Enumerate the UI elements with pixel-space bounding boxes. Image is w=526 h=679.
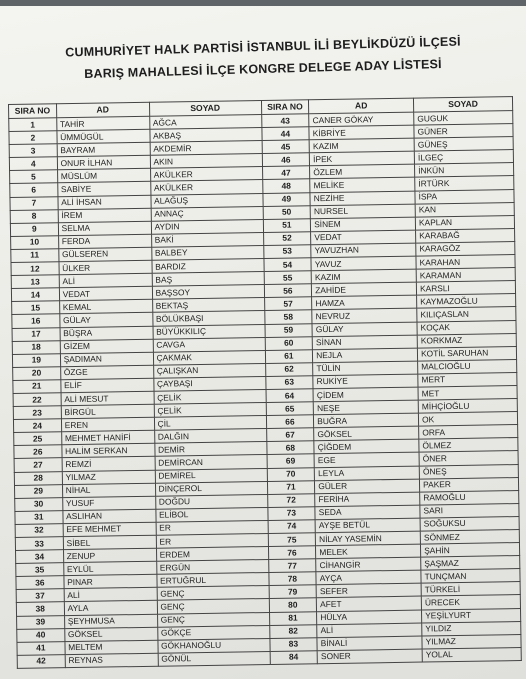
cell-l-soyad: AKIN <box>150 154 262 169</box>
cell-r-ad: SONER <box>317 649 422 664</box>
cell-l-soyad: DEMİREL <box>155 468 267 483</box>
cell-r-no: 58 <box>264 310 312 324</box>
cell-l-soyad: AKÜLKER <box>150 167 262 182</box>
cell-r-ad: AYŞE BETÜL <box>315 518 420 533</box>
cell-l-soyad: GÖKHANOĞLU <box>158 638 270 653</box>
cell-l-ad: MEHMET HANİFİ <box>61 430 154 445</box>
cell-l-no: 11 <box>11 249 59 263</box>
cell-r-no: 73 <box>267 507 315 521</box>
cell-r-no: 50 <box>263 205 311 219</box>
cell-r-ad: ZAHİDE <box>312 282 417 297</box>
cell-r-ad: ÖZLEM <box>310 164 415 179</box>
cell-l-no: 10 <box>11 236 59 250</box>
cell-r-soyad: İLGEÇ <box>414 150 513 165</box>
cell-l-ad: KEMAL <box>59 300 152 315</box>
cell-r-no: 51 <box>263 219 311 233</box>
cell-r-ad: RUKİYE <box>313 374 418 389</box>
cell-r-no: 60 <box>265 336 313 350</box>
cell-r-soyad: SARI <box>420 503 519 518</box>
cell-l-soyad: BAŞSOY <box>152 285 264 300</box>
cell-l-soyad: ÇELİK <box>154 389 266 404</box>
cell-l-ad: ASLIHAN <box>63 509 156 524</box>
candidate-table <box>8 96 522 669</box>
cell-l-soyad: ÇALIŞKAN <box>153 363 265 378</box>
cell-r-no: 81 <box>269 611 317 625</box>
cell-l-no: 21 <box>13 380 61 394</box>
cell-r-no: 61 <box>265 349 313 363</box>
cell-l-no: 8 <box>10 209 58 223</box>
cell-r-soyad: ÖNER <box>419 451 518 466</box>
cell-l-ad: EYLÜL <box>63 561 156 576</box>
cell-r-no: 64 <box>266 389 314 403</box>
document-title: CUMHURİYET HALK PARTİSİ İSTANBUL İLİ BEYLİKDÜZÜ İLÇESİ <box>65 34 461 60</box>
document-subtitle: BARIŞ MAHALLESİ İLÇE KONGRE DELEGE ADAY LİSTESİ <box>84 57 442 81</box>
cell-r-no: 47 <box>262 166 310 180</box>
cell-r-soyad: SÖNMEZ <box>420 530 519 545</box>
cell-l-no: 34 <box>16 550 64 564</box>
cell-r-ad: CANER GÖKAY <box>309 112 414 127</box>
cell-l-soyad: ELİBOL <box>155 507 267 522</box>
cell-r-soyad: GÜNEŞ <box>414 137 513 152</box>
cell-r-ad: İPEK <box>310 151 415 166</box>
cell-l-no: 1 <box>9 118 57 132</box>
header-sira-no-left: SIRA NO <box>9 104 57 119</box>
cell-r-ad: FERİHA <box>315 492 420 507</box>
cell-l-soyad: ÇİL <box>154 416 266 431</box>
cell-r-soyad: ORFA <box>419 425 518 440</box>
cell-r-ad: LEYLA <box>314 466 419 481</box>
cell-l-ad: REMZİ <box>62 457 155 472</box>
cell-l-soyad: BARDIZ <box>152 259 264 274</box>
cell-r-soyad: KARSLI <box>416 281 515 296</box>
cell-l-ad: ELİF <box>60 378 153 393</box>
cell-l-no: 25 <box>14 432 62 446</box>
cell-l-ad: ÖZGE <box>60 365 153 380</box>
cell-l-no: 27 <box>14 458 62 472</box>
cell-l-ad: AYLA <box>64 601 157 616</box>
paper-sheet <box>0 6 526 679</box>
cell-r-no: 45 <box>262 140 310 154</box>
cell-r-ad: TÜLİN <box>313 361 418 376</box>
cell-l-soyad: BALBEY <box>151 245 263 260</box>
cell-l-no: 30 <box>15 497 63 511</box>
cell-r-ad: CİHANGİR <box>316 557 421 572</box>
cell-l-soyad: GENÇ <box>157 599 269 614</box>
cell-l-soyad: GÖKÇE <box>157 625 269 640</box>
cell-r-ad: GÜLER <box>315 479 420 494</box>
cell-r-ad: NURSEL <box>310 204 415 219</box>
cell-l-soyad: BAŞ <box>152 272 264 287</box>
cell-l-soyad: BÜYÜKKILIÇ <box>153 324 265 339</box>
cell-l-no: 36 <box>16 576 64 590</box>
cell-l-ad: GİZEM <box>60 339 153 354</box>
cell-l-soyad: ERTUĞRUL <box>156 573 268 588</box>
cell-l-ad: REYNAS <box>65 653 158 668</box>
cell-r-soyad: TUNÇMAN <box>421 569 520 584</box>
cell-r-ad: KAZIM <box>309 138 414 153</box>
cell-l-no: 29 <box>14 484 62 498</box>
cell-r-no: 55 <box>264 271 312 285</box>
cell-r-soyad: YILMAZ <box>422 634 521 649</box>
cell-r-no: 80 <box>269 598 317 612</box>
cell-l-no: 7 <box>10 196 58 210</box>
cell-l-no: 32 <box>15 524 63 538</box>
cell-l-no: 39 <box>17 615 65 629</box>
cell-l-no: 26 <box>14 445 62 459</box>
cell-r-soyad: MET <box>418 386 517 401</box>
cell-r-soyad: YOLAL <box>422 647 521 662</box>
cell-r-ad: VEDAT <box>311 230 416 245</box>
cell-l-no: 12 <box>11 262 59 276</box>
cell-l-soyad: DİNÇEROL <box>155 481 267 496</box>
cell-l-ad: İREM <box>58 208 151 223</box>
cell-r-soyad: KOÇAK <box>417 320 516 335</box>
cell-r-soyad: ÜRECEK <box>421 595 520 610</box>
cell-r-ad: MELİKE <box>310 178 415 193</box>
cell-l-ad: SELMA <box>58 221 151 236</box>
cell-l-ad: MELTEM <box>65 640 158 655</box>
cell-l-soyad: DALĞIN <box>154 429 266 444</box>
cell-r-no: 48 <box>262 179 310 193</box>
cell-r-no: 63 <box>265 376 313 390</box>
cell-r-no: 72 <box>267 493 315 507</box>
cell-l-soyad: ALAĞUŞ <box>151 193 263 208</box>
cell-r-ad: AYÇA <box>316 570 421 585</box>
cell-r-soyad: GUGUK <box>414 111 513 126</box>
cell-r-soyad: MİHÇİOĞLU <box>418 399 517 414</box>
cell-r-no: 53 <box>263 245 311 259</box>
cell-r-soyad: ŞAHİN <box>421 543 520 558</box>
cell-r-ad: NİLAY YASEMİN <box>316 531 421 546</box>
cell-r-ad: HÜLYA <box>317 610 422 625</box>
cell-l-no: 33 <box>15 537 63 551</box>
cell-l-soyad: ÇAYBAŞI <box>153 376 265 391</box>
cell-r-no: 74 <box>268 520 316 534</box>
cell-l-soyad: BÖLÜKBAŞI <box>152 311 264 326</box>
cell-l-no: 3 <box>9 144 57 158</box>
cell-l-ad: VEDAT <box>59 286 152 301</box>
cell-l-soyad: GÖNÜL <box>158 651 270 666</box>
cell-l-ad: ZENUP <box>63 548 156 563</box>
cell-l-no: 14 <box>11 288 59 302</box>
cell-r-soyad: KARAGÖZ <box>416 241 515 256</box>
cell-r-no: 59 <box>265 323 313 337</box>
cell-r-ad: EGE <box>314 453 419 468</box>
cell-r-soyad: PAKER <box>420 477 519 492</box>
cell-r-no: 46 <box>262 153 310 167</box>
cell-r-no: 62 <box>265 363 313 377</box>
cell-l-no: 19 <box>12 353 60 367</box>
cell-r-no: 83 <box>270 637 318 651</box>
cell-r-soyad: İSPA <box>415 189 514 204</box>
cell-r-no: 77 <box>268 559 316 573</box>
cell-l-ad: ALİ <box>59 273 152 288</box>
cell-r-ad: NEVRUZ <box>312 309 417 324</box>
cell-r-ad: KAZIM <box>311 269 416 284</box>
cell-l-soyad: GENÇ <box>157 612 269 627</box>
cell-l-soyad: AKBAŞ <box>149 128 261 143</box>
cell-r-no: 44 <box>261 127 309 141</box>
header-soyad-left: SOYAD <box>149 101 261 117</box>
cell-r-no: 57 <box>264 297 312 311</box>
cell-r-no: 76 <box>268 546 316 560</box>
cell-l-no: 6 <box>10 183 58 197</box>
cell-r-no: 67 <box>266 428 314 442</box>
cell-l-ad: NİHAL <box>62 483 155 498</box>
cell-l-ad: ONUR İLHAN <box>57 156 150 171</box>
cell-r-ad: SEFER <box>316 583 421 598</box>
cell-l-no: 20 <box>13 366 61 380</box>
cell-l-ad: YUSUF <box>62 496 155 511</box>
cell-r-soyad: KAN <box>415 202 514 217</box>
cell-r-ad: GÖKSEL <box>314 426 419 441</box>
cell-l-soyad: ÇAKMAK <box>153 350 265 365</box>
cell-l-ad: PINAR <box>64 575 157 590</box>
cell-l-ad: ÜLKER <box>59 260 152 275</box>
cell-r-ad: NEŞE <box>313 400 418 415</box>
cell-l-no: 35 <box>16 563 64 577</box>
candidate-table-wrapper <box>8 96 522 679</box>
cell-l-ad: ALİ <box>64 588 157 603</box>
cell-l-ad: SİBEL <box>63 535 156 550</box>
cell-r-ad: SİNAN <box>312 335 417 350</box>
cell-r-ad: NEJLA <box>313 348 418 363</box>
cell-r-ad: GÜLAY <box>312 322 417 337</box>
cell-l-soyad: ERDEM <box>156 547 268 562</box>
cell-r-soyad: ÖLMEZ <box>419 438 518 453</box>
header-ad-left: AD <box>56 102 149 117</box>
cell-l-ad: ŞADIMAN <box>60 352 153 367</box>
cell-r-ad: YAVUZHAN <box>311 243 416 258</box>
cell-l-ad: SABİYE <box>57 182 150 197</box>
cell-l-soyad: ER <box>156 520 268 535</box>
cell-r-soyad: İRTÜRK <box>415 176 514 191</box>
cell-r-soyad: KAPLAN <box>415 215 514 230</box>
cell-r-soyad: MALCIOĞLU <box>418 359 517 374</box>
cell-l-ad: EFE MEHMET <box>63 522 156 537</box>
cell-l-ad: BAYRAM <box>57 142 150 157</box>
cell-l-soyad: AKÜLKER <box>150 180 262 195</box>
cell-r-soyad: YEŞİLYURT <box>422 608 521 623</box>
cell-l-no: 41 <box>17 641 65 655</box>
cell-l-ad: GÜLAY <box>59 313 152 328</box>
cell-r-no: 52 <box>263 232 311 246</box>
cell-l-no: 40 <box>17 628 65 642</box>
header-soyad-right: SOYAD <box>414 97 513 113</box>
cell-r-ad: SEDA <box>315 505 420 520</box>
cell-l-ad: HALİM SERKAN <box>62 444 155 459</box>
cell-l-ad: ŞEYHMUSA <box>64 614 157 629</box>
cell-r-no: 43 <box>261 114 309 128</box>
cell-r-soyad: OK <box>418 412 517 427</box>
cell-l-soyad: AYDIN <box>151 219 263 234</box>
cell-l-soyad: DOĞDU <box>155 494 267 509</box>
cell-r-no: 71 <box>267 480 315 494</box>
cell-l-ad: EREN <box>61 417 154 432</box>
cell-l-no: 18 <box>12 340 60 354</box>
cell-r-no: 49 <box>263 192 311 206</box>
cell-l-no: 9 <box>10 222 58 236</box>
cell-r-no: 75 <box>268 533 316 547</box>
cell-l-no: 23 <box>13 406 61 420</box>
cell-l-no: 22 <box>13 393 61 407</box>
cell-l-no: 5 <box>10 170 58 184</box>
cell-l-ad: ÜMMÜGÜL <box>57 129 150 144</box>
cell-l-no: 16 <box>12 314 60 328</box>
cell-r-soyad: KAYMAZOĞLU <box>417 294 516 309</box>
cell-r-ad: ALİ <box>317 623 422 638</box>
cell-l-soyad: DEMİR <box>154 442 266 457</box>
cell-l-soyad: ERGÜN <box>156 560 268 575</box>
cell-l-no: 31 <box>15 511 63 525</box>
cell-r-ad: KİBRİYE <box>309 125 414 140</box>
cell-r-soyad: MERT <box>418 372 517 387</box>
cell-r-ad: HAMZA <box>312 295 417 310</box>
cell-l-ad: GÜLSEREN <box>58 247 151 262</box>
cell-r-soyad: KOTİL SARUHAN <box>417 346 516 361</box>
cell-r-soyad: ÖNEŞ <box>419 464 518 479</box>
cell-l-ad: BÜŞRA <box>60 326 153 341</box>
cell-l-soyad: CAVGA <box>153 337 265 352</box>
cell-l-ad: FERDA <box>58 234 151 249</box>
cell-r-no: 69 <box>267 454 315 468</box>
cell-r-ad: SİNEM <box>311 217 416 232</box>
cell-r-ad: ÇİDEM <box>313 387 418 402</box>
cell-r-soyad: KARABAĞ <box>416 228 515 243</box>
cell-l-no: 13 <box>11 275 59 289</box>
cell-l-ad: YILMAZ <box>62 470 155 485</box>
cell-l-ad: TAHİR <box>56 116 149 131</box>
cell-r-no: 65 <box>266 402 314 416</box>
cell-l-no: 28 <box>14 471 62 485</box>
cell-r-soyad: RAMOĞLU <box>420 490 519 505</box>
cell-r-no: 56 <box>264 284 312 298</box>
cell-l-no: 4 <box>9 157 57 171</box>
cell-r-ad: BİNALİ <box>317 636 422 651</box>
cell-r-no: 82 <box>269 624 317 638</box>
cell-r-ad: NEZİHE <box>310 191 415 206</box>
cell-l-soyad: ANNAÇ <box>151 206 263 221</box>
cell-r-no: 68 <box>266 441 314 455</box>
cell-r-no: 84 <box>270 651 318 665</box>
cell-l-soyad: AKDEMİR <box>150 141 262 156</box>
cell-r-soyad: SOĞUKSU <box>420 516 519 531</box>
cell-r-soyad: TÜRKELİ <box>421 582 520 597</box>
cell-r-no: 78 <box>268 572 316 586</box>
cell-l-soyad: ER <box>156 533 268 548</box>
cell-r-soyad: KILIÇASLAN <box>417 307 516 322</box>
cell-l-soyad: AĞCA <box>149 115 261 130</box>
cell-l-ad: GÖKSEL <box>64 627 157 642</box>
cell-r-ad: BUĞRA <box>314 413 419 428</box>
cell-l-no: 37 <box>16 589 64 603</box>
cell-r-ad: ÇİĞDEM <box>314 439 419 454</box>
cell-l-soyad: ÇELİK <box>154 403 266 418</box>
cell-r-no: 54 <box>264 258 312 272</box>
cell-l-soyad: GENÇ <box>157 586 269 601</box>
cell-l-soyad: BAKİ <box>151 232 263 247</box>
header-sira-no-right: SIRA NO <box>261 100 309 115</box>
cell-l-no: 38 <box>16 602 64 616</box>
cell-l-ad: ALİ İHSAN <box>58 195 151 210</box>
cell-l-no: 24 <box>13 419 61 433</box>
header-ad-right: AD <box>309 98 414 114</box>
cell-r-no: 66 <box>266 415 314 429</box>
cell-r-soyad: KARAMAN <box>416 268 515 283</box>
cell-r-soyad: KARAHAN <box>416 255 515 270</box>
cell-l-no: 17 <box>12 327 60 341</box>
cell-r-ad: MELEK <box>316 544 421 559</box>
cell-r-soyad: KORKMAZ <box>417 333 516 348</box>
cell-l-soyad: DEMİRCAN <box>155 455 267 470</box>
cell-r-ad: AFET <box>317 597 422 612</box>
cell-r-no: 79 <box>269 585 317 599</box>
cell-r-soyad: İNKÜN <box>415 163 514 178</box>
cell-r-ad: YAVUZ <box>311 256 416 271</box>
cell-l-no: 42 <box>17 655 65 669</box>
cell-r-no: 70 <box>267 467 315 481</box>
cell-r-soyad: GÜNER <box>414 124 513 139</box>
cell-r-soyad: YILDIZ <box>422 621 521 636</box>
cell-r-soyad: ŞAŞMAZ <box>421 556 520 571</box>
cell-l-ad: MÜSLÜM <box>57 169 150 184</box>
cell-l-no: 15 <box>12 301 60 315</box>
cell-l-no: 2 <box>9 131 57 145</box>
cell-l-ad: BİRGÜL <box>61 404 154 419</box>
cell-l-soyad: BEKTAŞ <box>152 298 264 313</box>
cell-l-ad: ALİ MESUT <box>61 391 154 406</box>
